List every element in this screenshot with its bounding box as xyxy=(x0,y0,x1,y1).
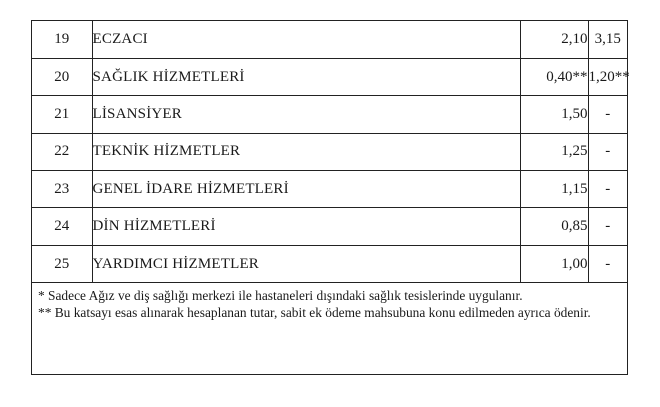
row-number: 21 xyxy=(32,96,92,133)
table-row xyxy=(32,21,627,58)
coefficient-2: - xyxy=(588,171,627,208)
footnote-single-star: * Sadece Ağız ve diş sağlığı merkezi ile hastaneleri dışındaki sağlık tesislerinde uygulanır. xyxy=(38,288,523,304)
table-row xyxy=(32,133,627,170)
coefficient-2: - xyxy=(588,96,627,133)
document-page xyxy=(31,20,628,375)
service-name: SAĞLIK HİZMETLERİ xyxy=(92,58,520,95)
coefficient-2: 1,20** xyxy=(588,58,627,95)
coefficient-1: 1,00 xyxy=(520,245,588,282)
row-number: 19 xyxy=(32,21,92,58)
coefficient-1: 1,15 xyxy=(520,171,588,208)
coefficient-1: 0,40** xyxy=(520,58,588,95)
row-number: 20 xyxy=(32,58,92,95)
coefficient-2: - xyxy=(588,245,627,282)
row-number: 24 xyxy=(32,208,92,245)
table-row xyxy=(32,171,627,208)
coefficient-2: 3,15 xyxy=(588,21,627,58)
coefficient-2: - xyxy=(588,208,627,245)
table-row xyxy=(32,96,627,133)
service-name: DİN HİZMETLERİ xyxy=(92,208,520,245)
footnotes xyxy=(32,283,627,321)
coefficient-1: 1,50 xyxy=(520,96,588,133)
service-name: GENEL İDARE HİZMETLERİ xyxy=(92,171,520,208)
row-number: 25 xyxy=(32,245,92,282)
row-number: 22 xyxy=(32,133,92,170)
coefficient-1: 0,85 xyxy=(520,208,588,245)
service-name: LİSANSİYER xyxy=(92,96,520,133)
coefficient-2: - xyxy=(588,133,627,170)
footnote-double-star: ** Bu katsayı esas alınarak hesaplanan tutar, sabit ek ödeme mahsubuna konu edilmeden ayrıca ödenir. xyxy=(38,305,591,321)
table-row xyxy=(32,58,627,95)
coefficient-1: 2,10 xyxy=(520,21,588,58)
row-number: 23 xyxy=(32,171,92,208)
service-name: ECZACI xyxy=(92,21,520,58)
table-row xyxy=(32,208,627,245)
coefficient-1: 1,25 xyxy=(520,133,588,170)
service-name: YARDIMCI HİZMETLER xyxy=(92,245,520,282)
coefficient-table xyxy=(32,21,630,283)
table-row xyxy=(32,245,627,282)
service-name: TEKNİK HİZMETLER xyxy=(92,133,520,170)
